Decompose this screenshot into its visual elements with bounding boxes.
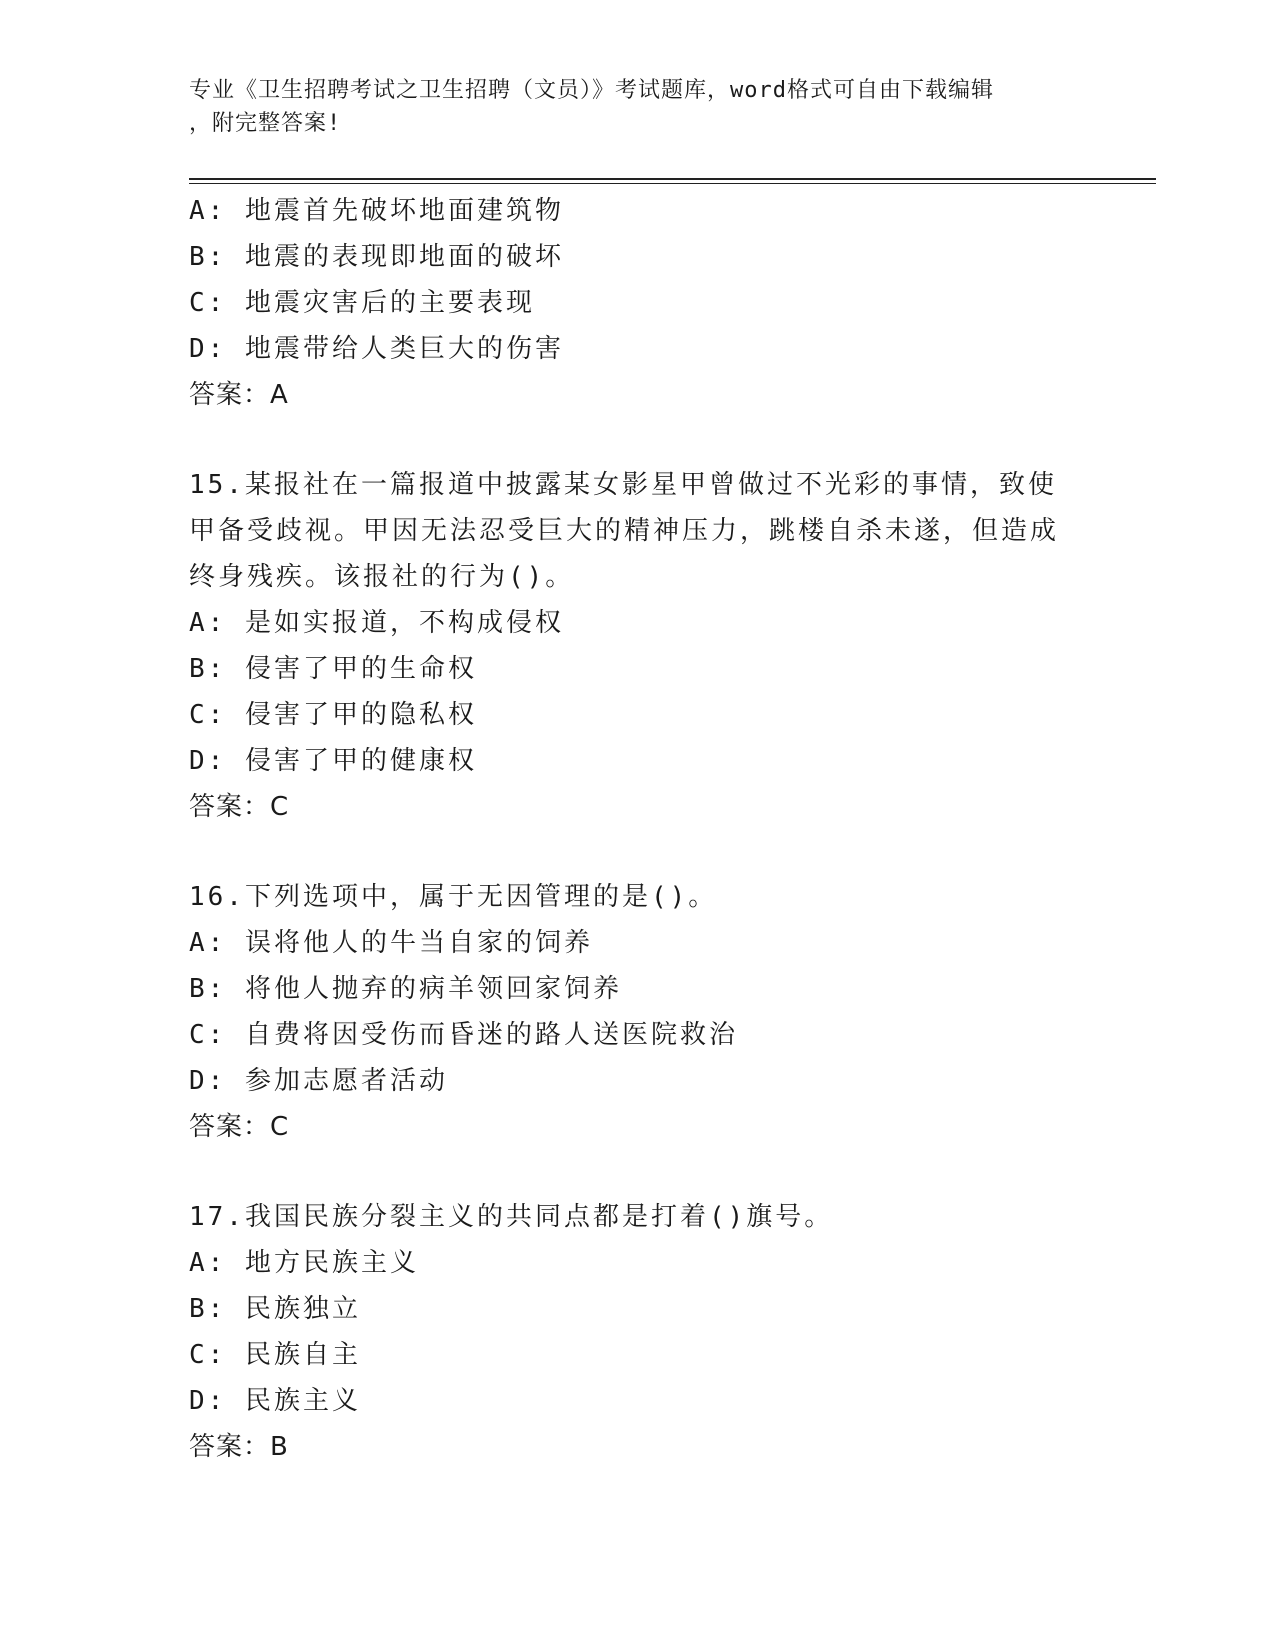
answer-line: 答案：B [189, 1432, 289, 1462]
option-d: D: 地震带给人类巨大的伤害 [189, 334, 564, 364]
question-14-continued [189, 188, 1089, 418]
option-b: B: 地震的表现即地面的破坏 [189, 242, 564, 272]
header-divider-thick [189, 178, 1156, 180]
header-title-line1: 专业《卫生招聘考试之卫生招聘（文员）》考试题库，word格式可自由下载编辑 [189, 78, 994, 103]
question-15 [189, 462, 1089, 830]
option-d: D: 参加志愿者活动 [189, 1066, 448, 1096]
answer-line: 答案：C [189, 792, 290, 822]
option-a: A: 地方民族主义 [189, 1248, 419, 1278]
option-a: A: 是如实报道，不构成侵权 [189, 608, 564, 638]
question-list [189, 188, 1089, 1470]
question-spacer [189, 1150, 1089, 1194]
option-d: D: 侵害了甲的健康权 [189, 746, 477, 776]
header-divider-thin [189, 183, 1156, 184]
question-stem: 16.下列选项中，属于无因管理的是()。 [189, 882, 718, 912]
header-title-line2: ，附完整答案! [189, 111, 342, 136]
question-17 [189, 1194, 1089, 1470]
option-b: B: 侵害了甲的生命权 [189, 654, 477, 684]
answer-line: 答案：A [189, 380, 289, 410]
answer-line: 答案：C [189, 1112, 290, 1142]
question-16 [189, 874, 1089, 1150]
question-stem: 15.某报社在一篇报道中披露某女影星甲曾做过不光彩的事情，致使甲备受歧视。甲因无法忍受巨大的精神压力，跳楼自杀未遂，但造成终身残疾。该报社的行为()。 [189, 470, 1060, 592]
question-stem: 17.我国民族分裂主义的共同点都是打着()旗号。 [189, 1202, 834, 1232]
option-d: D: 民族主义 [189, 1386, 361, 1416]
option-c: C: 地震灾害后的主要表现 [189, 288, 535, 318]
question-spacer [189, 830, 1089, 874]
question-spacer [189, 418, 1089, 462]
document-header [189, 74, 1089, 140]
option-a: A: 地震首先破坏地面建筑物 [189, 196, 564, 226]
option-a: A: 误将他人的牛当自家的饲养 [189, 928, 593, 958]
option-c: C: 侵害了甲的隐私权 [189, 700, 477, 730]
option-b: B: 将他人抛弃的病羊领回家饲养 [189, 974, 622, 1004]
option-c: C: 自费将因受伤而昏迷的路人送医院救治 [189, 1020, 738, 1050]
option-c: C: 民族自主 [189, 1340, 361, 1370]
option-b: B: 民族独立 [189, 1294, 361, 1324]
